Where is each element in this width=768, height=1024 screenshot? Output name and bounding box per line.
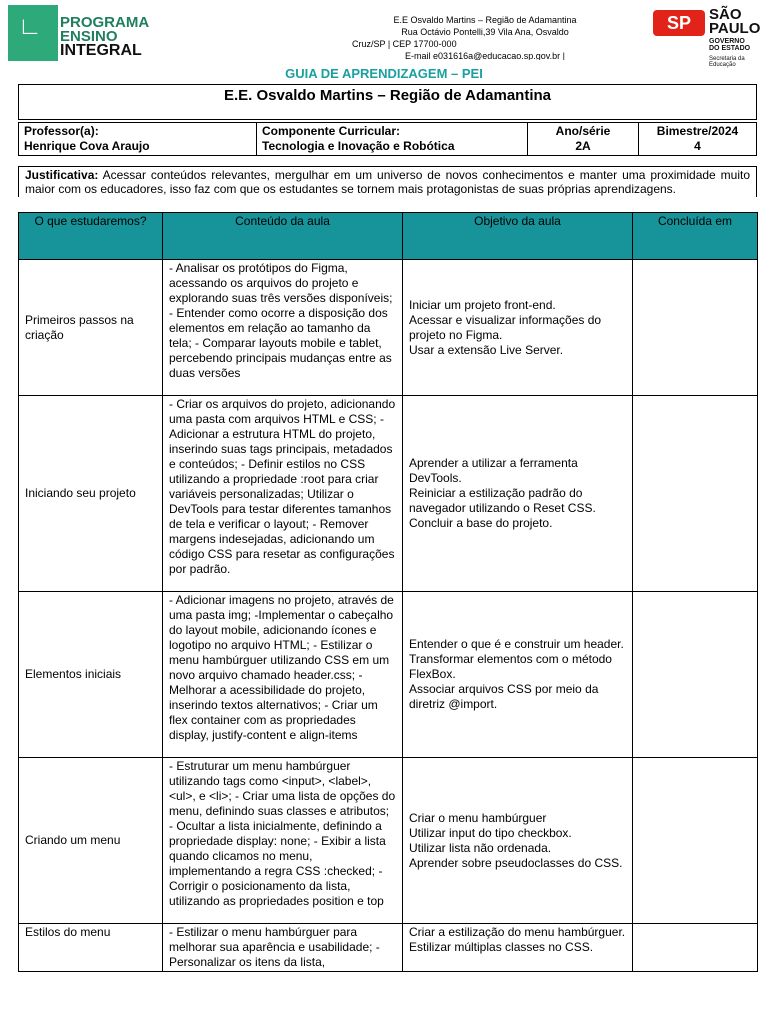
row-objective xyxy=(403,924,633,972)
row-objective xyxy=(403,396,633,592)
school-info xyxy=(340,14,630,60)
row-done xyxy=(633,924,758,972)
row-topic: Primeiros passos na criação xyxy=(19,260,163,396)
objective-line: Criar a estilização do menu hambúrguer. xyxy=(409,925,626,939)
justification-label: Justificativa: xyxy=(25,168,99,182)
row-done xyxy=(633,592,758,758)
component-label: Componente Curricular: xyxy=(262,124,401,138)
logo-text-line3: INTEGRAL xyxy=(60,42,142,59)
guide-title: GUIA DE APRENDIZAGEM – PEI xyxy=(285,66,483,81)
row-topic: Estilos do menu xyxy=(19,924,163,972)
row-objective xyxy=(403,758,633,924)
objective-line: Entender o que é e construir um header. xyxy=(409,637,624,651)
row-done xyxy=(633,758,758,924)
row-content: - Analisar os protótipos do Figma, acessando os arquivos do projeto e explorando suas três versões disponíveis; - Entender como ocorre a disposição dos elementos em relação ao tamanho da tela; - Comparar layouts mobile e tablet, percebendo principais mudanças entre as duas versões xyxy=(163,260,403,396)
objective-line: Usar a extensão Live Server. xyxy=(409,342,564,357)
row-topic: Criando um menu xyxy=(19,758,163,924)
info-table xyxy=(18,122,757,156)
table-row xyxy=(19,592,758,758)
table-row xyxy=(19,396,758,592)
row-content: - Criar os arquivos do projeto, adicionando uma pasta com arquivos HTML e CSS; - Adicionar a estrutura HTML do projeto, inserindo suas tags principais, metadados e conteúdos; - Definir estilos no CSS utilizando a propriedade :root para criar variáveis personalizadas; Utilizar o DevTools para testar diferentes tamanhos de tela e verificar o layout; - Remover margens indesejadas, adicionando um código CSS para resetar as configurações por padrão. xyxy=(163,396,403,592)
row-content: - Estilizar o menu hambúrguer para melhorar sua aparência e usabilidade; - Personalizar os itens da lista, xyxy=(163,924,403,972)
school-info-line2: Rua Octávio Pontelli,39 Vila Ana, Osvaldo xyxy=(401,27,569,37)
teacher-label: Professor(a): xyxy=(24,124,99,138)
objective-line: Concluir a base do projeto. xyxy=(409,516,553,530)
year-value: 2A xyxy=(575,139,591,153)
school-info-line1: E.E Osvaldo Martins – Região de Adamantina xyxy=(393,15,577,25)
year-cell xyxy=(528,123,639,156)
sao-paulo-government-logo xyxy=(653,6,763,68)
justification xyxy=(18,166,757,197)
objective-line: Aprender a utilizar a ferramenta DevTools. xyxy=(409,456,578,485)
table-row xyxy=(19,260,758,396)
teacher-name: Henrique Cova Araujo xyxy=(24,139,150,153)
header-content: Conteúdo da aula xyxy=(163,213,403,260)
objective-line: Utilizar input do tipo checkbox. xyxy=(409,825,572,840)
row-content: - Estruturar um menu hambúrguer utilizando tags como <input>, <label>, <ul>, e <li>; - Criar uma lista de opções do menu, definindo suas classes e atributos; - Ocultar a lista inicialmente, definindo a propriedade display: none; - Exibir a lista quando clicamos no menu, implementando a regra CSS :checked; - Corrigir o posicionamento da lista, utilizando as propriedades position e top xyxy=(163,758,403,924)
objective-line: Utilizar lista não ordenada. xyxy=(409,840,552,855)
sp-gov-line1: GOVERNO xyxy=(709,38,745,45)
sp-sec-line2: Educação xyxy=(709,62,736,68)
objective-line: Reiniciar a estilização padrão do navegador utilizando o Reset CSS. xyxy=(409,486,596,515)
sp-gov xyxy=(709,38,750,52)
sp-mark-icon: SP xyxy=(653,10,705,36)
objective-line: Acessar e visualizar informações do projeto no Figma. xyxy=(409,312,602,342)
sp-name xyxy=(709,8,760,36)
component-name: Tecnologia e Inovação e Robótica xyxy=(262,139,455,153)
header-topic: O que estudaremos? xyxy=(19,213,163,260)
row-done xyxy=(633,260,758,396)
bimester-value: 4 xyxy=(694,139,701,153)
row-topic: Iniciando seu projeto xyxy=(19,396,163,592)
logo-text-line2: ENSINO xyxy=(60,28,118,45)
justification-text: Acessar conteúdos relevantes, mergulhar em um universo de novos conhecimentos e manter uma proximidade muito maior com os educadores, isso faz com que os estudantes se tornem mais protagonistas de suas próprias aprendizagens. xyxy=(25,168,750,196)
header-done: Concluída em xyxy=(633,213,758,260)
component-cell xyxy=(257,123,528,156)
year-label: Ano/série xyxy=(555,124,611,138)
row-content: - Adicionar imagens no projeto, através de uma pasta img; -Implementar o cabeçalho do layout mobile, adicionando ícones e logotipo no arquivo HTML; - Estilizar o menu hambúrguer utilizando CSS em um novo arquivo chamado header.css; - Melhorar a acessibilidade do projeto, inserindo textos alternativos; - Criar um flex container com as propriedades display, justify-content e align-items xyxy=(163,592,403,758)
sp-gov-line2: DO ESTADO xyxy=(709,45,751,52)
school-info-line4: E-mail e031616a@educacao.sp.gov.br | xyxy=(405,51,565,60)
objective-line: Associar arquivos CSS por meio da diretriz @import. xyxy=(409,682,599,711)
school-name: E.E. Osvaldo Martins – Região de Adamantina xyxy=(18,84,757,120)
bimester-cell xyxy=(639,123,757,156)
sp-name-line2: PAULO xyxy=(709,20,761,37)
lesson-table-header xyxy=(19,213,758,260)
sp-sec-line1: Secretaria da xyxy=(709,56,745,62)
row-done xyxy=(633,396,758,592)
table-row xyxy=(19,758,758,924)
school-info-line3: Cruz/SP | CEP 17700-000 xyxy=(352,39,457,49)
row-topic: Elementos iniciais xyxy=(19,592,163,758)
objective-line: Estilizar múltiplas classes no CSS. xyxy=(409,940,594,954)
teacher-cell xyxy=(19,123,257,156)
sp-name-line1: SÃO xyxy=(709,6,742,23)
row-objective xyxy=(403,260,633,396)
table-row xyxy=(19,924,758,972)
logo-text-line1: PROGRAMA xyxy=(60,14,150,31)
objective-line: Criar o menu hambúrguer xyxy=(409,810,547,825)
lesson-table xyxy=(18,212,758,972)
programa-ensino-integral-logo xyxy=(8,5,166,61)
objective-line: Iniciar um projeto front-end. xyxy=(409,297,556,312)
logo-mark-icon: ∟ xyxy=(18,13,42,40)
header-objective: Objetivo da aula xyxy=(403,213,633,260)
page-header xyxy=(0,0,768,66)
objective-line: Transformar elementos com o método FlexBox. xyxy=(409,652,612,681)
objective-line: Aprender sobre pseudoclasses do CSS. xyxy=(409,855,623,870)
row-objective xyxy=(403,592,633,758)
bimester-label: Bimestre/2024 xyxy=(656,124,739,138)
